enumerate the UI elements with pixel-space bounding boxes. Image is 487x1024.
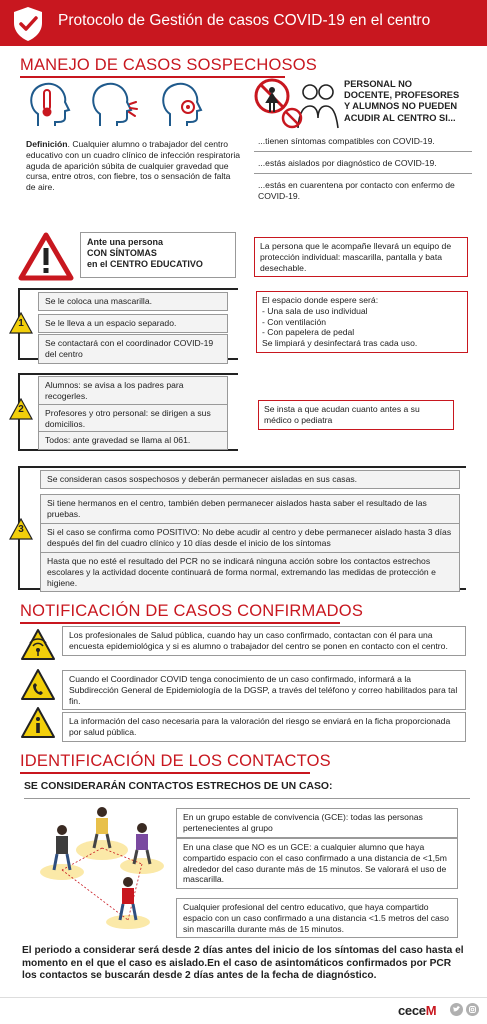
section-title-contacts: IDENTIFICACIÓN DE LOS CONTACTOS	[20, 752, 331, 770]
step1-item-space: Se le lleva a un espacio separado.	[38, 314, 228, 333]
alert-line3: en el CENTRO EDUCATIVO	[87, 259, 203, 269]
page-title: Protocolo de Gestión de casos COVID-19 en el centro	[58, 12, 431, 29]
definition-text	[26, 139, 240, 193]
section-underline	[20, 772, 310, 774]
step2-item-students: Alumnos: se avisa a los padres para recogerles.	[38, 376, 228, 406]
no-entry-people-icon	[252, 78, 344, 130]
definition-body: . Cualquier alumno o trabajador del centro educativo con un cuadro clínico de infección respiratoria aguda de aparición súbita de cualquier gravedad que cursa, entre otros, con fiebre, tos o sensación de falta de aire.	[26, 139, 241, 193]
contact-item-class: En una clase que NO es un GCE: a cualquier alumno que haya compartido espacio con el caso confirmado a una distancia de <1,5m alrededor del caso durante más de 15 minutos. Se valorará el uso de mascarilla.	[176, 838, 458, 889]
section-title-notification: NOTIFICACIÓN DE CASOS CONFIRMADOS	[20, 602, 364, 620]
definition-label: Definición	[26, 139, 68, 149]
step2-item-staff: Profesores y otro personal: se dirigen a sus domicilios.	[38, 404, 228, 434]
notification-item-coordinator: Cuando el Coordinador COVID tenga conocimiento de un caso confirmado, informará a la Subdirección General de Epidemiología de la DGSP, a través del teléfono y correo habilitados para tal fin.	[62, 670, 466, 710]
cough-head-icon	[92, 80, 138, 128]
twitter-icon[interactable]	[450, 1003, 463, 1016]
step1-item-coordinator: Se contactará con el coordinador COVID-19 del centro	[38, 334, 228, 364]
step1-item-mask: Se le coloca una mascarilla.	[38, 292, 228, 311]
instagram-icon[interactable]	[466, 1003, 479, 1016]
condition-symptoms: ...tienen síntomas compatibles con COVID-19.	[258, 136, 435, 146]
divider	[254, 173, 472, 174]
doctor-note: Se insta a que acudan cuanto antes a su médico o pediatra	[258, 400, 454, 430]
step2-item-emergency: Todos: ante gravedad se llama al 061.	[38, 431, 228, 450]
divider	[24, 798, 470, 799]
notification-item-health: Los profesionales de Salud pública, cuando hay un caso confirmado, contactan con él para una encuesta epidemiológica y si es alumno o trabajador del centro se ponen en contacto con el centro.	[62, 626, 466, 656]
step1-number: 1	[18, 318, 24, 329]
divider	[254, 151, 472, 152]
section-underline	[20, 622, 340, 624]
contact-item-gce: En un grupo estable de convivencia (GCE): todas las personas pertenecientes al grupo	[176, 808, 458, 838]
breathing-head-icon	[162, 80, 208, 128]
contacts-period-note: El periodo a considerar será desde 2 días antes del inicio de los síntomas del caso hasta el momento en el que el caso es aislado.En el caso de asintomáticos confirmados por PCR los contactos se buscarán desde 2 días antes de la fecha de diagnóstico.	[22, 945, 464, 982]
section-title-suspects: MANEJO DE CASOS SOSPECHOSOS	[20, 56, 317, 74]
no-attend-title: PERSONAL NO DOCENTE, PROFESORES Y ALUMNOS NO PUEDEN ACUDIR AL CENTRO SI...	[344, 79, 460, 123]
step3-item-siblings: Si tiene hermanos en el centro, también deben permanecer aislados hasta saber el resultado de las pruebas.	[40, 494, 460, 524]
info-warning-icon	[20, 706, 56, 739]
people-distancing-illustration	[32, 804, 174, 932]
shield-check-icon	[8, 4, 48, 44]
notification-item-info: La información del caso necesaria para la valoración del riesgo se enviará en la ficha proporcionada por salud pública.	[62, 712, 466, 742]
step2-number: 2	[18, 404, 24, 415]
companion-note: La persona que le acompañe llevará un equipo de protección individual: mascarilla, pantalla y bata desechable.	[254, 237, 468, 277]
alert-box	[80, 232, 236, 278]
thermometer-head-icon	[28, 80, 74, 128]
logo-text: cece	[398, 1003, 426, 1018]
step3-item-positive: Si el caso se confirma como POSITIVO: No debe acudir al centro y debe permanecer aislado hasta 3 días después del fin del cuadro clínico y 10 días desde el inicio de los síntomas	[40, 523, 460, 553]
space-note: El espacio donde espere será: - Una sala de uso individual - Con ventilación - Con papelera de pedal Se limpiará y desinfectará tras cada uso.	[256, 291, 468, 353]
logo-m: M	[425, 1003, 437, 1018]
step3-number: 3	[18, 524, 24, 535]
alert-line1: Ante una persona	[87, 237, 164, 247]
footer-divider	[0, 997, 487, 998]
step3-item-suspects: Se consideran casos sospechosos y deberán permanecer aisladas en sus casas.	[40, 470, 460, 489]
broadcast-warning-icon	[20, 628, 56, 661]
alert-line2: CON SÍNTOMAS	[87, 248, 157, 258]
condition-isolated: ...estás aislados por diagnóstico de COVID-19.	[258, 158, 437, 168]
contacts-subtitle: SE CONSIDERARÁN CONTACTOS ESTRECHOS DE UN CASO:	[24, 781, 333, 792]
phone-warning-icon	[20, 668, 56, 701]
warning-triangle-icon	[18, 232, 74, 282]
contact-item-staff: Cualquier profesional del centro educativo, que haya compartido espacio con un caso confirmado a una distancia <1.5 metros del caso sin mascarilla durante más de 15 minutos.	[176, 898, 458, 938]
condition-quarantine: ...estás en cuarentena por contacto con enfermo de COVID-19.	[258, 180, 455, 201]
step3-item-pcr: Hasta que no esté el resultado del PCR no se indicará ninguna acción sobre los contactos estrechos escolares y la actividad docente continuará de forma normal, extremando las medidas de protección e higiene.	[40, 552, 460, 592]
cecem-logo	[398, 1003, 436, 1018]
section-underline	[20, 76, 285, 78]
